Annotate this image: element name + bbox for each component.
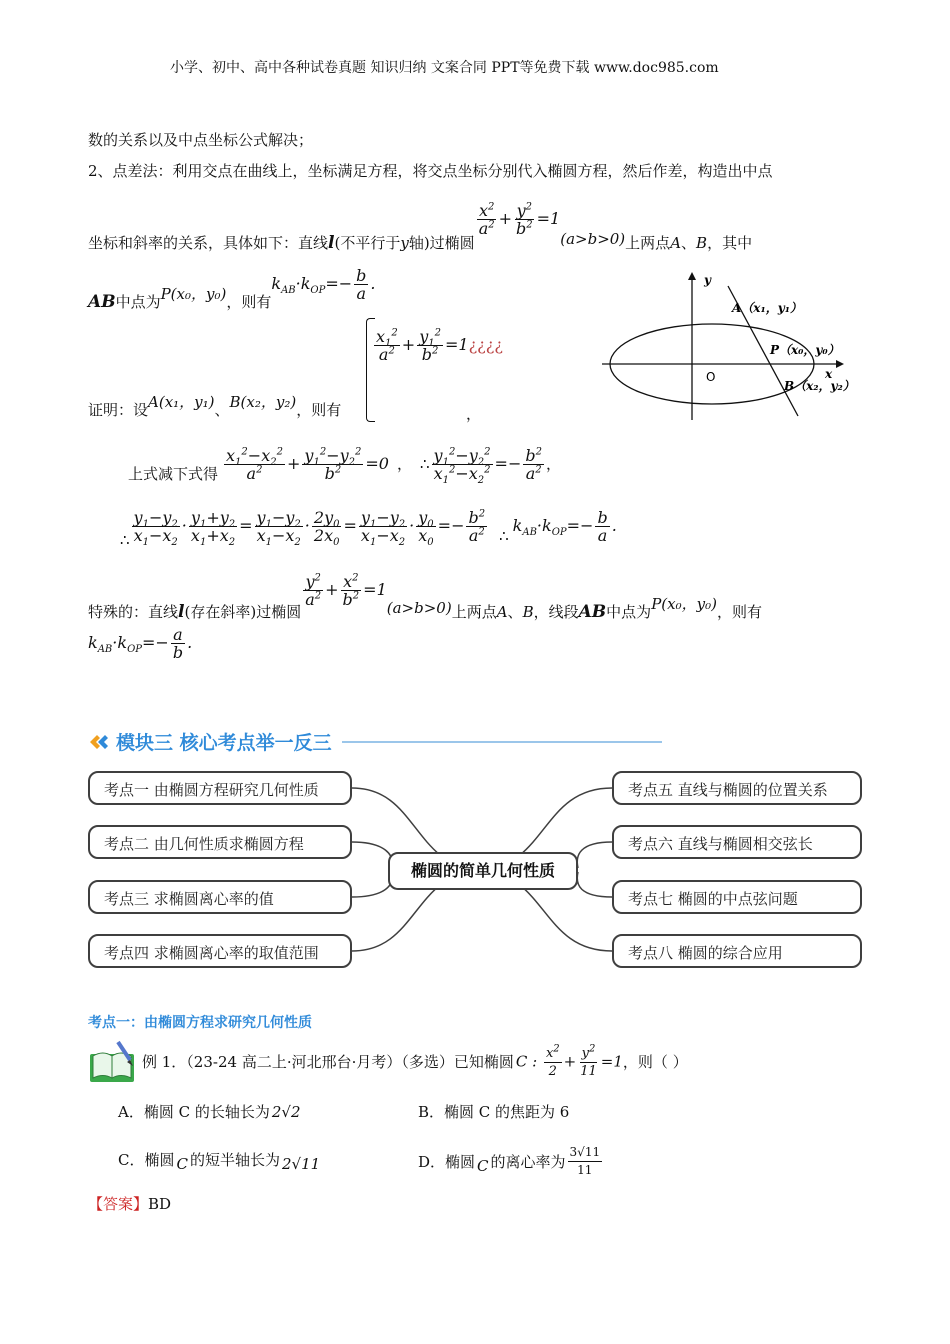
special-text-e: 中点为 [606, 603, 652, 621]
special-P: P(x₀，y₀) [651, 595, 717, 613]
slope-ratio-equation: $\frac{y_1^2-y_2^2}{x_1^2-x_2^2}$ =− $\frac{b^2}{a^2}$ [433, 445, 542, 486]
special-text-b: (存在斜率)过椭圆 [184, 603, 302, 621]
line3-text-d: 上两点 [625, 234, 671, 252]
mindmap-node-left-4: 考点四 求椭圆离心率的取值范围 [88, 934, 352, 968]
answer-label: 【答案】 [88, 1195, 149, 1213]
line3-l: l [328, 233, 335, 253]
special-text-d: ，线段 [533, 603, 579, 621]
subtraction-text: 上式减下式得 [128, 465, 219, 483]
line3-text-a: 坐标和斜率的关系，具体如下：直线 [88, 234, 329, 252]
answer-line [88, 1194, 171, 1214]
text-line-3 [88, 193, 752, 253]
line3-A: A [670, 234, 682, 252]
line4-text-a: 中点为 [115, 293, 161, 311]
option-C-text-2: 的短半轴长为 [189, 1151, 280, 1169]
proof-line [88, 393, 342, 420]
option-A[interactable] [118, 1102, 301, 1122]
option-D-text-2: 的离心率为 [490, 1152, 566, 1171]
x-axis-label: x [825, 367, 833, 381]
line3-text-c: 轴)过椭圆 [408, 234, 475, 252]
special-sep: 、 [507, 603, 523, 621]
proof-sep: 、 [214, 401, 230, 419]
special-text-c: 上两点 [451, 603, 497, 621]
answer-value: BD [148, 1195, 172, 1213]
special-l: l [178, 602, 185, 622]
subtraction-line: 上式减下式得 $\frac{x_1^2-x_2^2}{a^2}$ + $\frac{y_1^2-y_2^2}{b^2}$ =0 ， ∴ $\frac{y_1^2-y_2^2}{x_1^2-x_2^2}$ =− $\frac{b^2}{a^2}$ ， [128, 445, 561, 486]
therefore-symbol-3: ∴ [499, 527, 509, 545]
line3-condition: (a>b>0) [560, 230, 626, 248]
option-C-text: C．椭圆 [118, 1151, 175, 1169]
option-A-text: A．椭圆 C 的长轴长为 [118, 1103, 270, 1121]
garbled-chars: ¿¿¿¿ [468, 335, 503, 354]
slope-product-formula-1: $k_{AB}\cdot k_{OP}=-$ $\frac{b}{a}$ . [271, 266, 376, 303]
line4-text-b: ，则有 [226, 293, 272, 311]
x-axis-arrow-icon [836, 360, 844, 368]
proof-comma: ， [466, 405, 482, 423]
mindmap-node-right-2: 考点六 直线与椭圆相交弦长 [612, 825, 862, 859]
example-ellipse-equation: C : $\frac{x^2}{2}$ + $\frac{y^2}{11}$ =1 [515, 1043, 623, 1079]
mindmap-center-node: 椭圆的简单几何性质 [388, 852, 578, 890]
module-banner [88, 728, 662, 755]
mindmap-node-left-1: 考点一 由椭圆方程研究几何性质 [88, 771, 352, 805]
special-condition: (a>b>0) [386, 599, 452, 617]
point-B-label: B（x₂，y₂） [784, 379, 855, 393]
option-D-text: D．椭圆 [418, 1152, 476, 1171]
ellipse-equation-1: $\frac{x^2}{a^2}$ + $\frac{y^2}{b^2}$ =1 [478, 201, 561, 238]
option-D-value: $\frac{3√11}{11}$ [569, 1145, 601, 1177]
option-D[interactable] [418, 1144, 604, 1179]
banner-divider [342, 741, 662, 743]
slope-product-formula-2: $k_{AB}\cdot k_{OP}=-$ $\frac{b}{a}$ . [512, 507, 617, 545]
line3-y: y [400, 234, 409, 252]
text-line-2: 2、点差法：利用交点在曲线上，坐标满足方程，将交点坐标分别代入椭圆方程，然后作差，构造出中点 [88, 162, 773, 180]
option-D-symbol: C [477, 1156, 489, 1175]
proof-text-b: ，则有 [296, 401, 342, 419]
mindmap-node-right-3: 考点七 椭圆的中点弦问题 [612, 880, 862, 914]
proof-text-a: 证明：设 [88, 401, 149, 419]
option-C-symbol: C [176, 1155, 188, 1173]
special-text-f: ，则有 [716, 603, 762, 621]
option-C[interactable] [118, 1150, 321, 1173]
special-AB: AB [578, 602, 607, 622]
proof-equation-system: $\frac{x_1^2}{a^2}$ + $\frac{y_1^2}{b^2}$ =1¿¿¿¿ [376, 327, 503, 364]
derivation-equation: $\frac{y_1-y_2}{x_1-x_2}$ · $\frac{y_1+y_2}{x_1+x_2}$ = $\frac{y_1-y_2}{x_1-x_2}$ · $\frac{2y_0}{2x_0}$ = $\frac{y_1-y_2}{x_1-x_2}$ · $\frac{y_0}{x_0}$ =− $\frac{b^2}{a^2}$ [133, 507, 486, 548]
mindmap-node-left-3: 考点三 求椭圆离心率的值 [88, 880, 352, 914]
double-chevron-icon [88, 732, 112, 752]
option-B[interactable]: B．椭圆 C 的焦距为 6 [418, 1103, 570, 1121]
text-line-4 [88, 256, 376, 312]
text-line-1: 数的关系以及中点坐标公式解决； [88, 131, 314, 149]
line3-text-e: ，其中 [707, 234, 753, 252]
line3-B: B [696, 234, 708, 252]
line4-AB: AB [88, 292, 116, 312]
origin-label: O [706, 370, 716, 384]
line3-text-b: (不平行于 [334, 234, 401, 252]
proof-B: B(x₂，y₂) [229, 393, 297, 411]
derivation-line [120, 498, 617, 554]
point-P-label: P（x₀，y₀） [770, 343, 840, 357]
module-title: 模块三 核心考点举一反三 [116, 732, 332, 754]
book-icon [88, 1040, 138, 1084]
special-A: A [496, 603, 508, 621]
y-axis-arrow-icon [688, 272, 696, 280]
special-case-line [88, 566, 762, 622]
line3-sep: 、 [681, 234, 697, 252]
option-C-value: 2√11 [281, 1155, 321, 1173]
option-A-value: 2√2 [271, 1103, 301, 1121]
therefore-symbol-1: ∴ [420, 455, 430, 473]
special-text-a: 特殊的：直线 [88, 603, 179, 621]
example-then: ，则（ ） [622, 1053, 688, 1071]
subtraction-equation: $\frac{x_1^2-x_2^2}{a^2}$ + $\frac{y_1^2-y_2^2}{b^2}$ =0 [226, 445, 389, 483]
line4-P: P(x₀，y₀) [160, 285, 227, 303]
slope-product-formula-3: $k_{AB}\cdot k_{OP}=-$ $\frac{a}{b}$ . [88, 625, 193, 662]
example-label: 例 1．（23-24 高二上·河北邢台·月考）（多选）已知椭圆 [142, 1053, 514, 1071]
therefore-symbol-2: ∴ [120, 531, 130, 549]
ellipse-equation-2: $\frac{y^2}{a^2}$ + $\frac{x^2}{b^2}$ =1 [305, 572, 387, 609]
mindmap-node-right-1: 考点五 直线与椭圆的位置关系 [612, 771, 862, 805]
point-A-label: A（x₁，y₁） [732, 301, 802, 315]
y-axis-label: y [704, 273, 711, 287]
special-B: B [522, 603, 534, 621]
section-heading: 考点一：由椭圆方程求研究几何性质 [88, 1015, 312, 1031]
mindmap-node-right-4: 考点八 椭圆的综合应用 [612, 934, 862, 968]
ellipse-figure [600, 268, 870, 428]
example-1-line [142, 1040, 688, 1084]
proof-A: A(x₁，y₁) [148, 393, 215, 411]
page-header: 小学、初中、高中各种试卷真题 知识归纳 文案合同 PPT等免费下载 www.doc985.com [170, 60, 719, 76]
mindmap-node-left-2: 考点二 由几何性质求椭圆方程 [88, 825, 352, 859]
